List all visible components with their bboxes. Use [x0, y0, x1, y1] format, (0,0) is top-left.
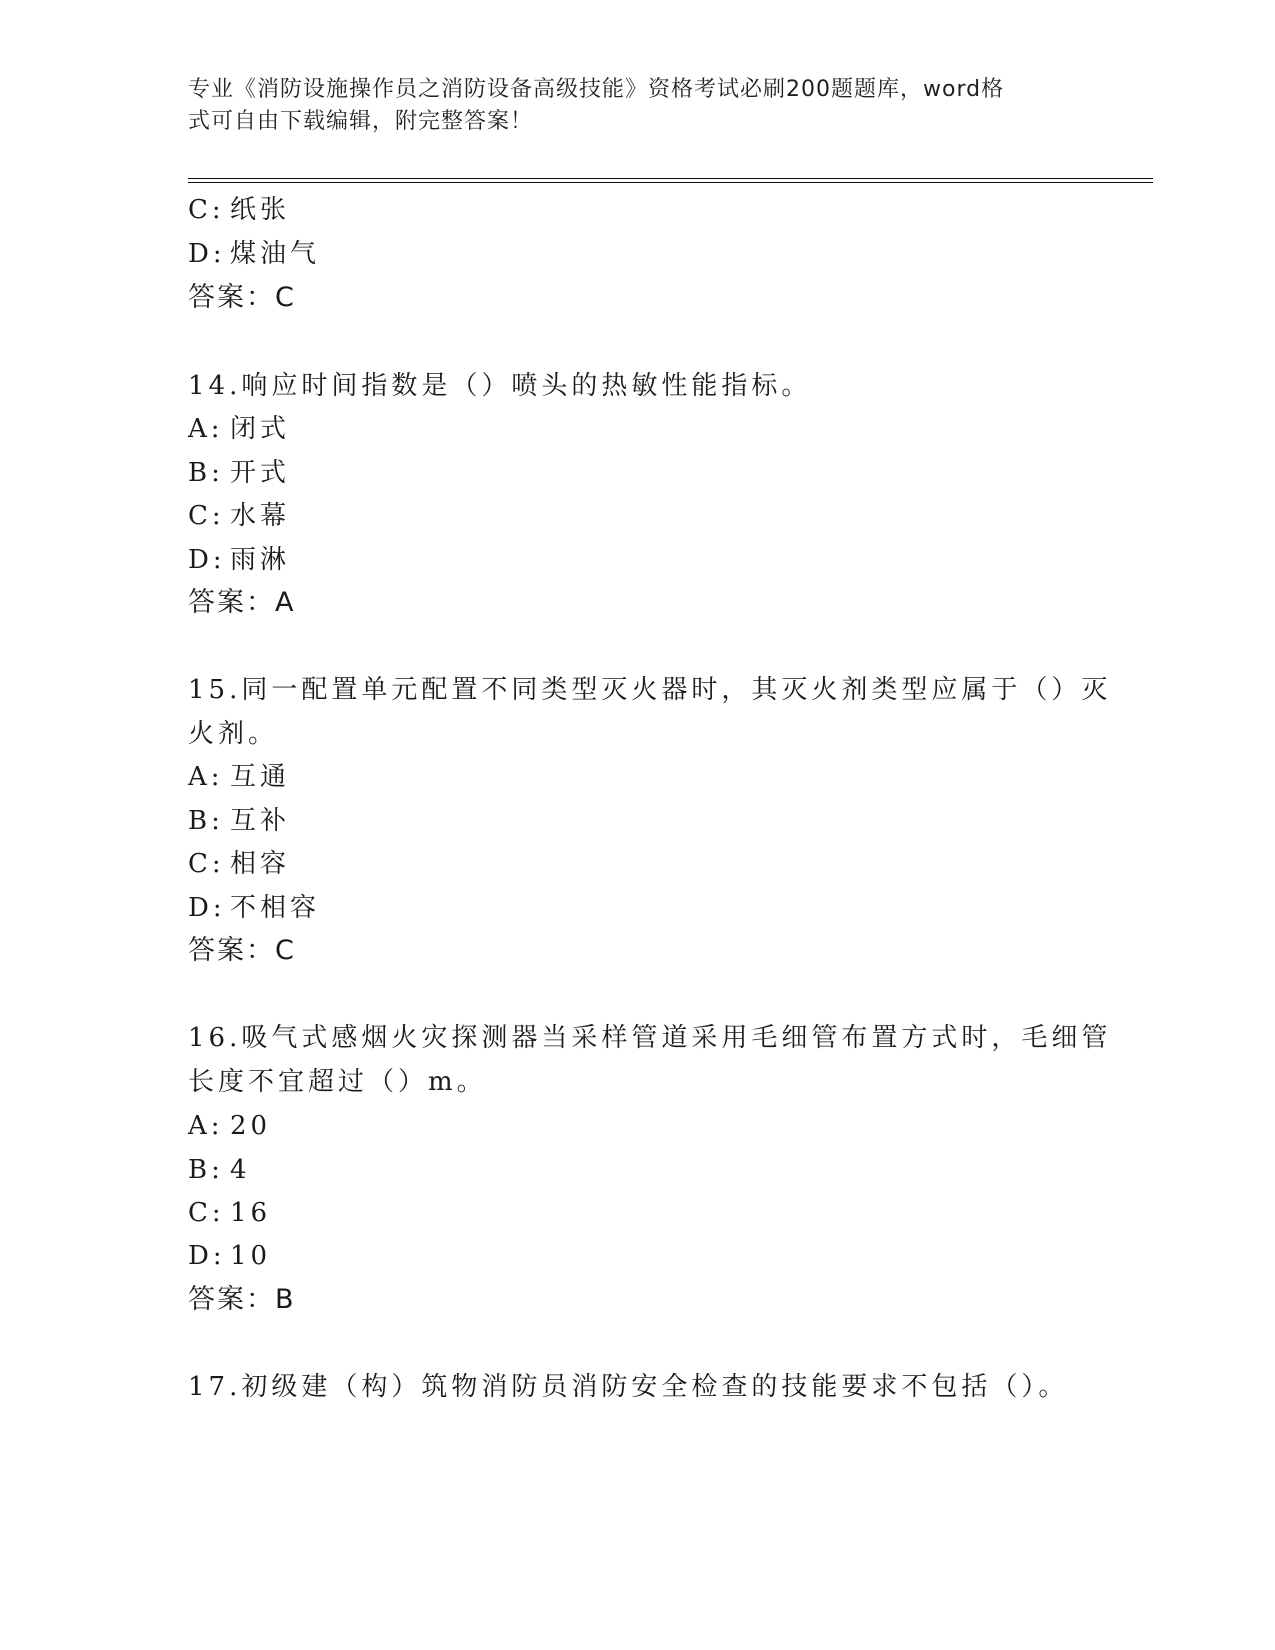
- answer: 答案：A: [188, 587, 296, 618]
- question-text-continued: 长度不宜超过（）m。: [188, 1067, 487, 1097]
- option-d: D: 煤油气: [188, 239, 321, 269]
- option-b: B: 4: [188, 1155, 251, 1185]
- header-line-2: 式可自由下载编辑，附完整答案！: [188, 109, 534, 134]
- option-c: C: 相容: [188, 849, 291, 879]
- question-text: 15.同一配置单元配置不同类型灭火器时，其灭火剂类型应属于（）灭: [188, 675, 1112, 705]
- header-line-1: 专业《消防设施操作员之消防设备高级技能》资格考试必刷200题题库，word格: [188, 77, 1005, 102]
- document-header: [188, 74, 1068, 138]
- option-c: C: 纸张: [188, 195, 291, 225]
- answer: 答案：B: [188, 1284, 296, 1315]
- option-a: A: 闭式: [188, 414, 291, 444]
- answer: 答案：C: [188, 282, 296, 313]
- question-text-continued: 火剂。: [188, 719, 279, 749]
- option-b: B: 互补: [188, 806, 291, 836]
- option-a: A: 互通: [188, 762, 291, 792]
- header-rule-top: [188, 178, 1153, 179]
- header-rule-bottom: [188, 182, 1153, 183]
- option-a: A: 20: [188, 1111, 272, 1141]
- option-d: D: 不相容: [188, 893, 321, 923]
- option-d: D: 10: [188, 1241, 272, 1271]
- question-text: 17.初级建（构）筑物消防员消防安全检查的技能要求不包括（）。: [188, 1372, 1069, 1402]
- option-c: C: 水幕: [188, 501, 291, 531]
- answer: 答案：C: [188, 935, 296, 966]
- option-d: D: 雨淋: [188, 545, 291, 575]
- question-text: 14.响应时间指数是（）喷头的热敏性能指标。: [188, 371, 812, 401]
- option-c: C: 16: [188, 1198, 272, 1228]
- option-b: B: 开式: [188, 458, 291, 488]
- question-text: 16.吸气式感烟火灾探测器当采样管道采用毛细管布置方式时，毛细管: [188, 1023, 1112, 1053]
